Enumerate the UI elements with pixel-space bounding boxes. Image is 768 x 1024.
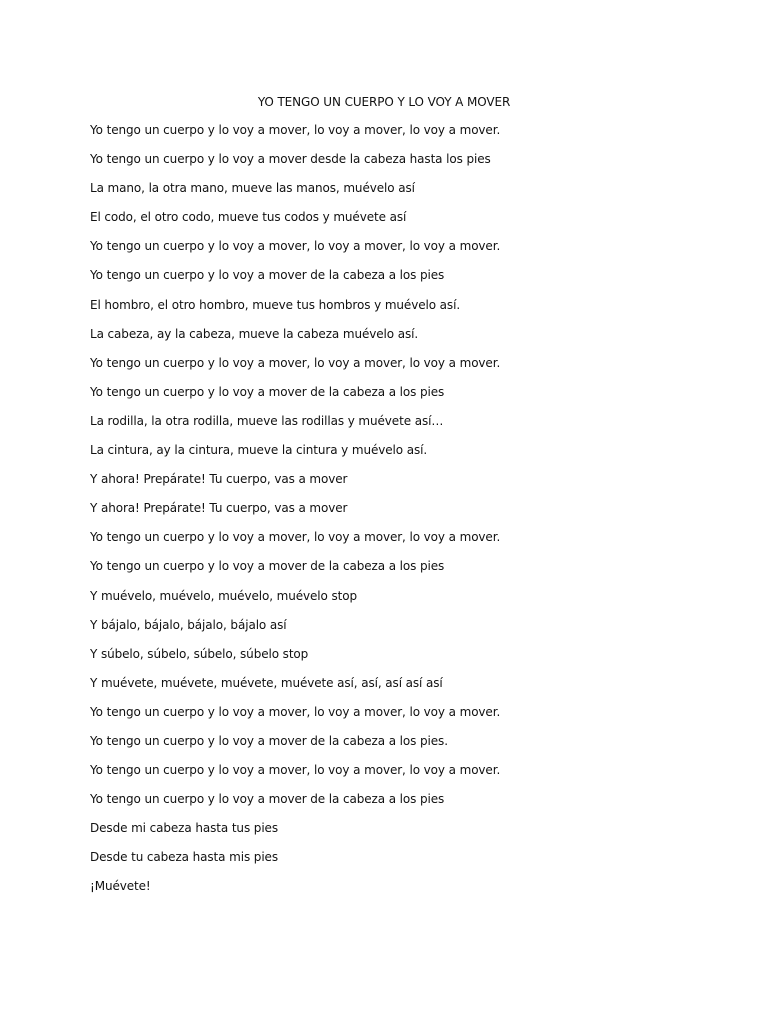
lyric-line: Yo tengo un cuerpo y lo voy a mover, lo voy a mover, lo voy a mover. (90, 355, 501, 370)
lyrics-body (90, 122, 710, 908)
document-title: YO TENGO UN CUERPO Y LO VOY A MOVER (257, 95, 511, 109)
lyric-line: Yo tengo un cuerpo y lo voy a mover, lo voy a mover, lo voy a mover. (90, 763, 501, 778)
lyric-line: Y ahora! Prepárate! Tu cuerpo, vas a mover (90, 501, 348, 516)
lyric-line: Yo tengo un cuerpo y lo voy a mover desde la cabeza hasta los pies (90, 152, 491, 167)
lyric-line: La cabeza, ay la cabeza, mueve la cabeza muévelo así. (90, 326, 419, 341)
lyric-line: Yo tengo un cuerpo y lo voy a mover de la cabeza a los pies (90, 559, 445, 574)
lyric-line: Y ahora! Prepárate! Tu cuerpo, vas a mover (90, 472, 348, 487)
lyric-line: Yo tengo un cuerpo y lo voy a mover de la cabeza a los pies (90, 384, 445, 399)
lyric-line: Yo tengo un cuerpo y lo voy a mover, lo voy a mover, lo voy a mover. (90, 704, 501, 719)
lyric-line: Y muévete, muévete, muévete, muévete así, así, así así así (90, 675, 443, 690)
lyric-line: Desde tu cabeza hasta mis pies (90, 850, 278, 865)
lyric-line: El codo, el otro codo, mueve tus codos y muévete así (90, 210, 407, 225)
lyric-line: ¡Muévete! (90, 879, 151, 894)
lyric-line: Desde mi cabeza hasta tus pies (90, 821, 278, 836)
lyric-line: Y muévelo, muévelo, muévelo, muévelo stop (90, 588, 358, 603)
lyric-line: Yo tengo un cuerpo y lo voy a mover de la cabeza a los pies. (90, 733, 448, 748)
lyric-line: El hombro, el otro hombro, mueve tus hombros y muévelo así. (90, 297, 461, 312)
lyric-line: Yo tengo un cuerpo y lo voy a mover, lo voy a mover, lo voy a mover. (90, 239, 501, 254)
lyric-line: Yo tengo un cuerpo y lo voy a mover de la cabeza a los pies (90, 268, 445, 283)
lyric-line: Yo tengo un cuerpo y lo voy a mover, lo voy a mover, lo voy a mover. (90, 123, 501, 137)
lyric-line: La cintura, ay la cintura, mueve la cintura y muévelo así. (90, 443, 428, 458)
lyric-line: Y súbelo, súbelo, súbelo, súbelo stop (90, 646, 309, 661)
lyric-line: Yo tengo un cuerpo y lo voy a mover de la cabeza a los pies (90, 792, 445, 807)
lyric-line: La rodilla, la otra rodilla, mueve las rodillas y muévete así… (90, 413, 444, 428)
lyric-line: Yo tengo un cuerpo y lo voy a mover, lo voy a mover, lo voy a mover. (90, 530, 501, 545)
lyric-line: La mano, la otra mano, mueve las manos, muévelo así (90, 181, 415, 196)
lyric-line: Y bájalo, bájalo, bájalo, bájalo así (90, 617, 287, 632)
